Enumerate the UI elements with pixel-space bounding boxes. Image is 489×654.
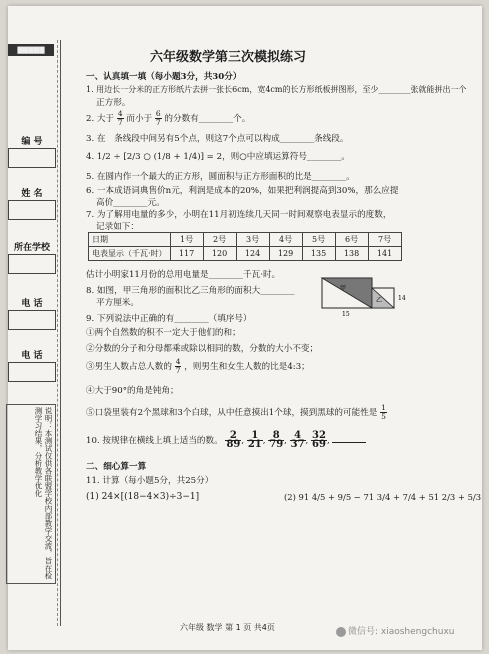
name-box <box>8 200 56 220</box>
watermark: 微信号: xiaoshengchuxu <box>336 624 454 637</box>
statement-5: ⑤口袋里装有2个黑球和3个白球，从中任意摸出1个球，摸到黑球的可能性是 $\frac{1}{5}$ <box>86 403 386 421</box>
number-box <box>8 148 56 168</box>
label-phone-2: 电 话 <box>21 351 43 361</box>
seq-4: $\frac{4}{37}$ <box>290 430 305 450</box>
seq-5: $\frac{32}{69}$ <box>312 430 326 450</box>
label-number: 编 号 <box>21 137 43 147</box>
question-8: 8. 如图，甲三角形的面积比乙三角形的面积大________ <box>86 286 295 296</box>
label-jia: 甲 <box>340 285 347 292</box>
section-2-heading: 二、细心算一算 <box>86 462 147 472</box>
section-1-heading: 一、认真填一填（每小题3分，共30分） <box>86 72 242 82</box>
question-7: 7. 为了解用电量的多少，小明在11月初连续几天同一时间观察电表显示的度数， <box>86 210 392 220</box>
question-9: 9. 下列说法中正确的有________（填序号） <box>86 314 252 324</box>
binding-dotted-line <box>56 40 58 626</box>
stamp-mark: ▇▇▇▇▇ <box>8 44 54 56</box>
page-footer: 六年级 数学 第 1 页 共4页 <box>180 623 275 632</box>
question-6-cont: 高价________元。 <box>96 198 165 208</box>
question-7-cont: 记录如下： <box>96 222 139 232</box>
statement-1: ①两个自然数的积不一定大于他们的和； <box>86 328 241 338</box>
label-15: 15 <box>342 311 350 318</box>
label-school: 所在学校 <box>13 243 50 253</box>
statement-4: ④大于90°的角是钝角； <box>86 386 179 396</box>
page-title: 六年级数学第三次模拟练习 <box>150 50 307 65</box>
calc-1: (1) 24×[(18−4×3)÷3−1] <box>86 492 200 502</box>
seq-1: $\frac{2}{89}$ <box>226 430 241 450</box>
question-1: 1. 用边长一分米的正方形纸片去拼一张长6cm，宽4cm的长方形纸板拼图形，至少________张就能拼出一个 <box>86 85 467 94</box>
school-box <box>8 254 56 274</box>
table-header-row: 日期 1号 2号 3号 4号 5号 6号 7号 <box>89 233 402 247</box>
phone-box-1 <box>8 310 56 330</box>
calc-2: (2) 91 4/5 + 9/5 − 71 3/4 + 7/4 + 51 2/3 + 5/3 <box>284 492 482 502</box>
question-4: 4. 1/2 ÷ [2/3 ○ (1/8 + 1/4)] = 2，则○中应填运算符号________。 <box>86 152 350 162</box>
side-binding-strip <box>4 40 61 626</box>
electricity-table <box>88 232 402 261</box>
fraction-6-7: $\frac{6}{7}$ <box>155 109 161 127</box>
label-name: 姓 名 <box>21 189 43 199</box>
seq-3: $\frac{8}{79}$ <box>269 430 284 450</box>
table-row: 电表显示（千瓦·时） 117 120 124 129 135 138 141 <box>89 247 402 261</box>
question-5: 5. 在圆内作一个最大的正方形，圆面积与正方形面积的比是________。 <box>86 172 355 182</box>
label-14: 14 <box>398 295 406 302</box>
wechat-icon <box>336 627 346 637</box>
question-6: 6. 一本成语词典售价n元，利润是成本的20%，如果把利润提高到30%，那么应提 <box>86 186 399 196</box>
question-11: 11. 计算（每小题5分，共25分） <box>86 476 214 486</box>
exam-paper <box>8 6 482 650</box>
question-3: 3. 在 条线段中间另有5个点，则这7个点可以构成________条线段。 <box>86 134 349 144</box>
question-1-cont: 正方形。 <box>96 98 131 108</box>
question-10: 10. 按规律在横线上填上适当的数。 $\frac{2}{89}$ , $\frac{1}{21}$ , $\frac{8}{79}$ , $\frac{4}{37}$ , $\frac{32}{69}$ , <box>86 432 366 449</box>
label-phone-1: 电 话 <box>21 299 43 309</box>
question-8-cont: 平方厘米。 <box>96 298 139 308</box>
question-2: 2. 大于 $\frac{4}{7}$ 而小于 $\frac{6}{7}$ 的分数有________个。 <box>86 109 251 127</box>
seq-2: $\frac{1}{21}$ <box>247 430 262 450</box>
answer-blank <box>332 442 366 443</box>
fraction-1-5: $\frac{1}{5}$ <box>381 403 386 421</box>
phone-box-2 <box>8 362 56 382</box>
fraction-4-7: $\frac{4}{7}$ <box>117 109 123 127</box>
statement-2: ②分数的分子和分母都乘或除以相同的数，分数的大小不变； <box>86 344 319 354</box>
statement-3: ③男生人数占总人数的 $\frac{4}{7}$ ，则男生和女生人数的比是4:3； <box>86 357 310 375</box>
fraction-4-7-b: $\frac{4}{7}$ <box>175 357 181 375</box>
triangle-figure <box>320 274 410 318</box>
label-yi: 乙 <box>376 297 383 304</box>
usage-note: 说明：本测试仅供各联盟学校内部教学交流，旨在检测学习结果，分析教学优化 <box>6 404 56 584</box>
question-7-ask: 估计小明家11月份的总用电量是________千瓦·时。 <box>86 270 281 280</box>
